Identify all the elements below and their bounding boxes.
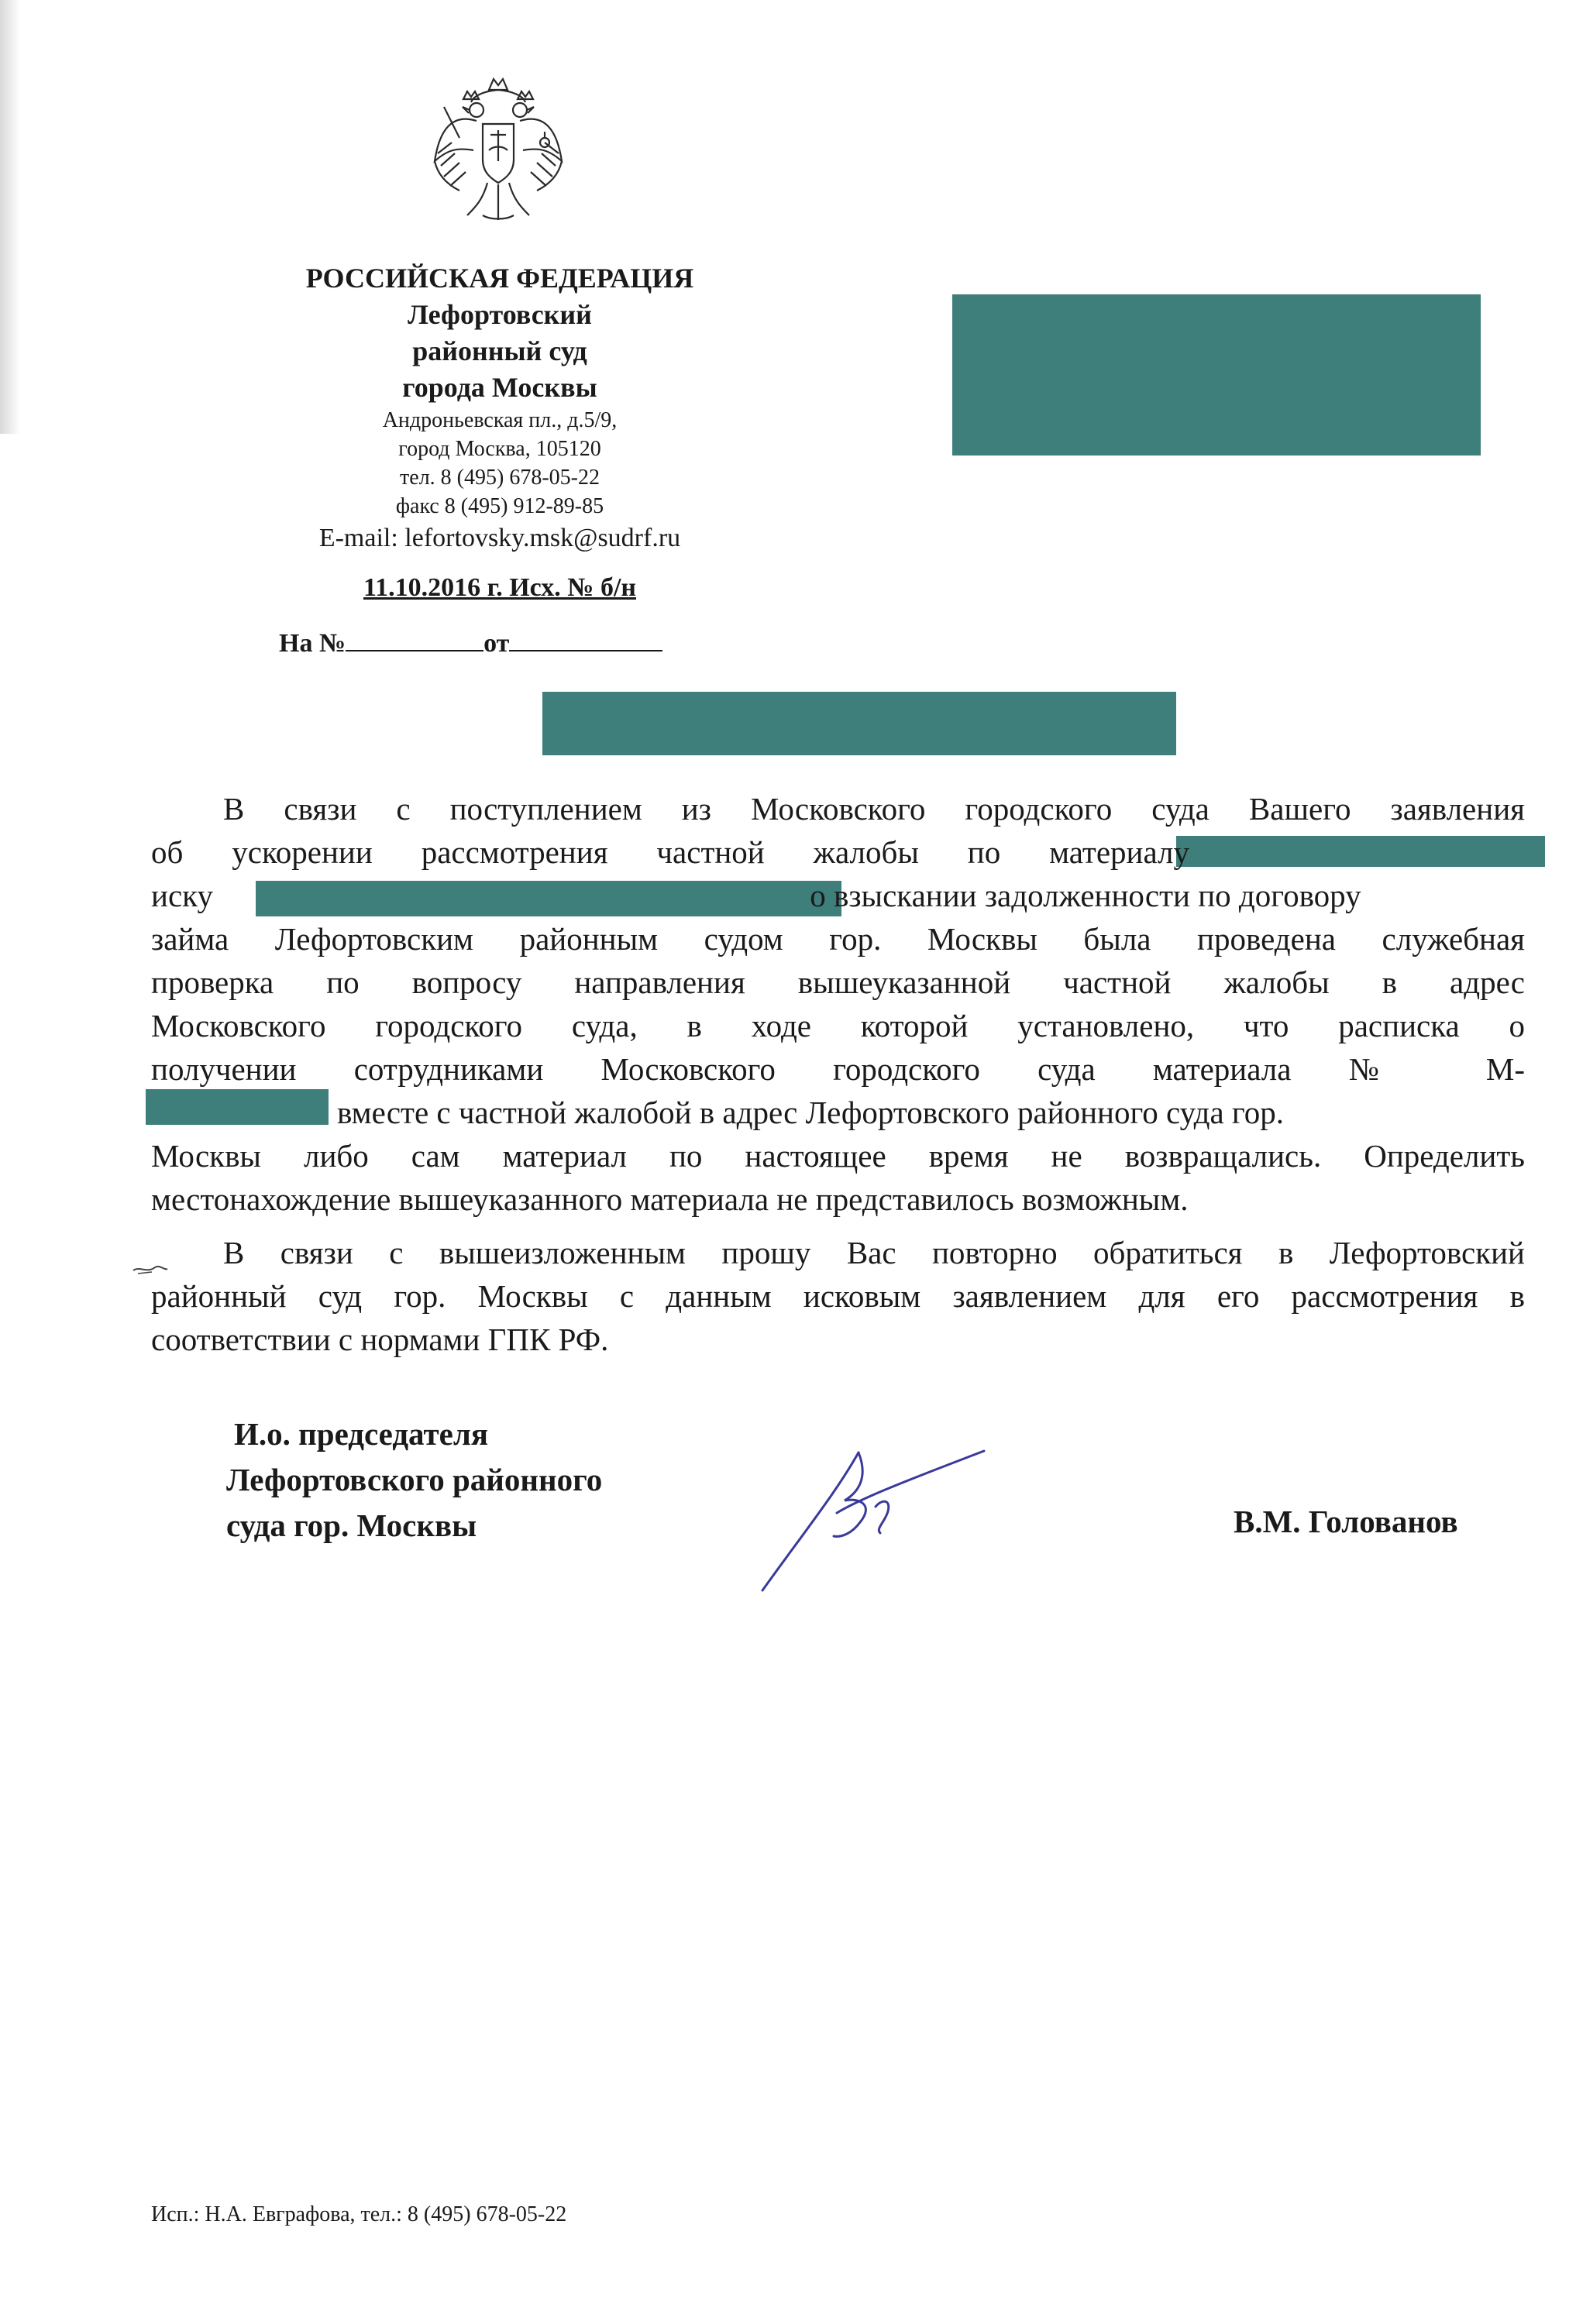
body-line: об ускорении рассмотрения частной жалобы по материалу — [151, 834, 1189, 870]
body-line — [151, 1091, 1525, 1134]
body-paragraph-1 — [151, 787, 1525, 1221]
signer-name: В.М. Голованов — [1234, 1504, 1458, 1539]
signatory-title-line1: И.о. председателя — [234, 1416, 489, 1452]
body-line: В связи с поступлением из Московского городского суда Вашего заявления — [223, 791, 1525, 827]
redaction-recipient-name — [542, 692, 1176, 755]
body-line: Москвы либо сам материал по настоящее время не возвращались. Определить — [151, 1138, 1525, 1174]
signatory-title-line2: Лефортовского районного — [226, 1462, 603, 1497]
body-line: районный суд гор. Москвы с данным исковым заявлением для его рассмотрения в — [151, 1278, 1525, 1314]
reference-number-blank — [346, 630, 483, 651]
court-fax: факс 8 (495) 912-89-85 — [395, 494, 604, 518]
body-line: местонахождение вышеуказанного материала не представилось возможным. — [151, 1181, 1189, 1217]
body-line: проверка по вопросу направления вышеуказанной частной жалобы в адрес — [151, 964, 1525, 1000]
signatory-title — [226, 1411, 602, 1549]
body-line: Московского городского суда, в ходе которой установлено, что расписка о — [151, 1008, 1525, 1043]
body-line-end: вместе с частной жалобой в адрес Лефортовского районного суда гор. — [337, 1095, 1284, 1130]
body-line — [151, 874, 1525, 917]
court-email: E-mail: lefortovsky.msk@sudrf.ru — [318, 524, 681, 552]
executor-footer: Исп.: Н.А. Евграфова, тел.: 8 (495) 678-05-22 — [151, 2202, 567, 2226]
reference-date-blank — [509, 630, 662, 651]
reference-line — [279, 629, 662, 658]
court-name-line2: районный суд — [412, 335, 587, 366]
scan-mark — [132, 1263, 169, 1277]
coat-of-arms-icon — [428, 76, 568, 228]
signatory-title-line3: суда гор. Москвы — [226, 1508, 477, 1543]
body-line-end: о взыскании задолженности по договору — [810, 878, 1361, 913]
country-name: РОССИЙСКАЯ ФЕДЕРАЦИЯ — [305, 263, 694, 294]
body-line: соответствии с нормами ГПК РФ. — [151, 1322, 609, 1357]
court-name-line3: города Москвы — [402, 372, 597, 403]
body-line-start: иску — [151, 878, 213, 913]
body-paragraph-2 — [151, 1231, 1525, 1361]
handwritten-signature — [744, 1437, 992, 1596]
redaction-addressee — [952, 294, 1481, 456]
scan-edge-shadow — [0, 0, 20, 434]
body-line: В связи с вышеизложенным прошу Вас повторно обратиться в Лефортовский — [223, 1235, 1525, 1270]
court-address-line1: Андроньевская пл., д.5/9, — [382, 408, 618, 432]
body-line: займа Лефортовским районным судом гор. Москвы была проведена служебная — [151, 921, 1525, 957]
court-address-line2: город Москва, 105120 — [398, 437, 601, 461]
court-phone: тел. 8 (495) 678-05-22 — [400, 466, 600, 490]
reference-prefix: На № — [279, 629, 346, 658]
body-line: получении сотрудниками Московского городского суда материала № М- — [151, 1051, 1525, 1087]
reference-from: от — [483, 629, 510, 658]
court-name-line1: Лефортовский — [408, 299, 592, 330]
outgoing-number: 11.10.2016 г. Исх. № б/н — [363, 573, 637, 602]
court-header — [232, 260, 767, 555]
